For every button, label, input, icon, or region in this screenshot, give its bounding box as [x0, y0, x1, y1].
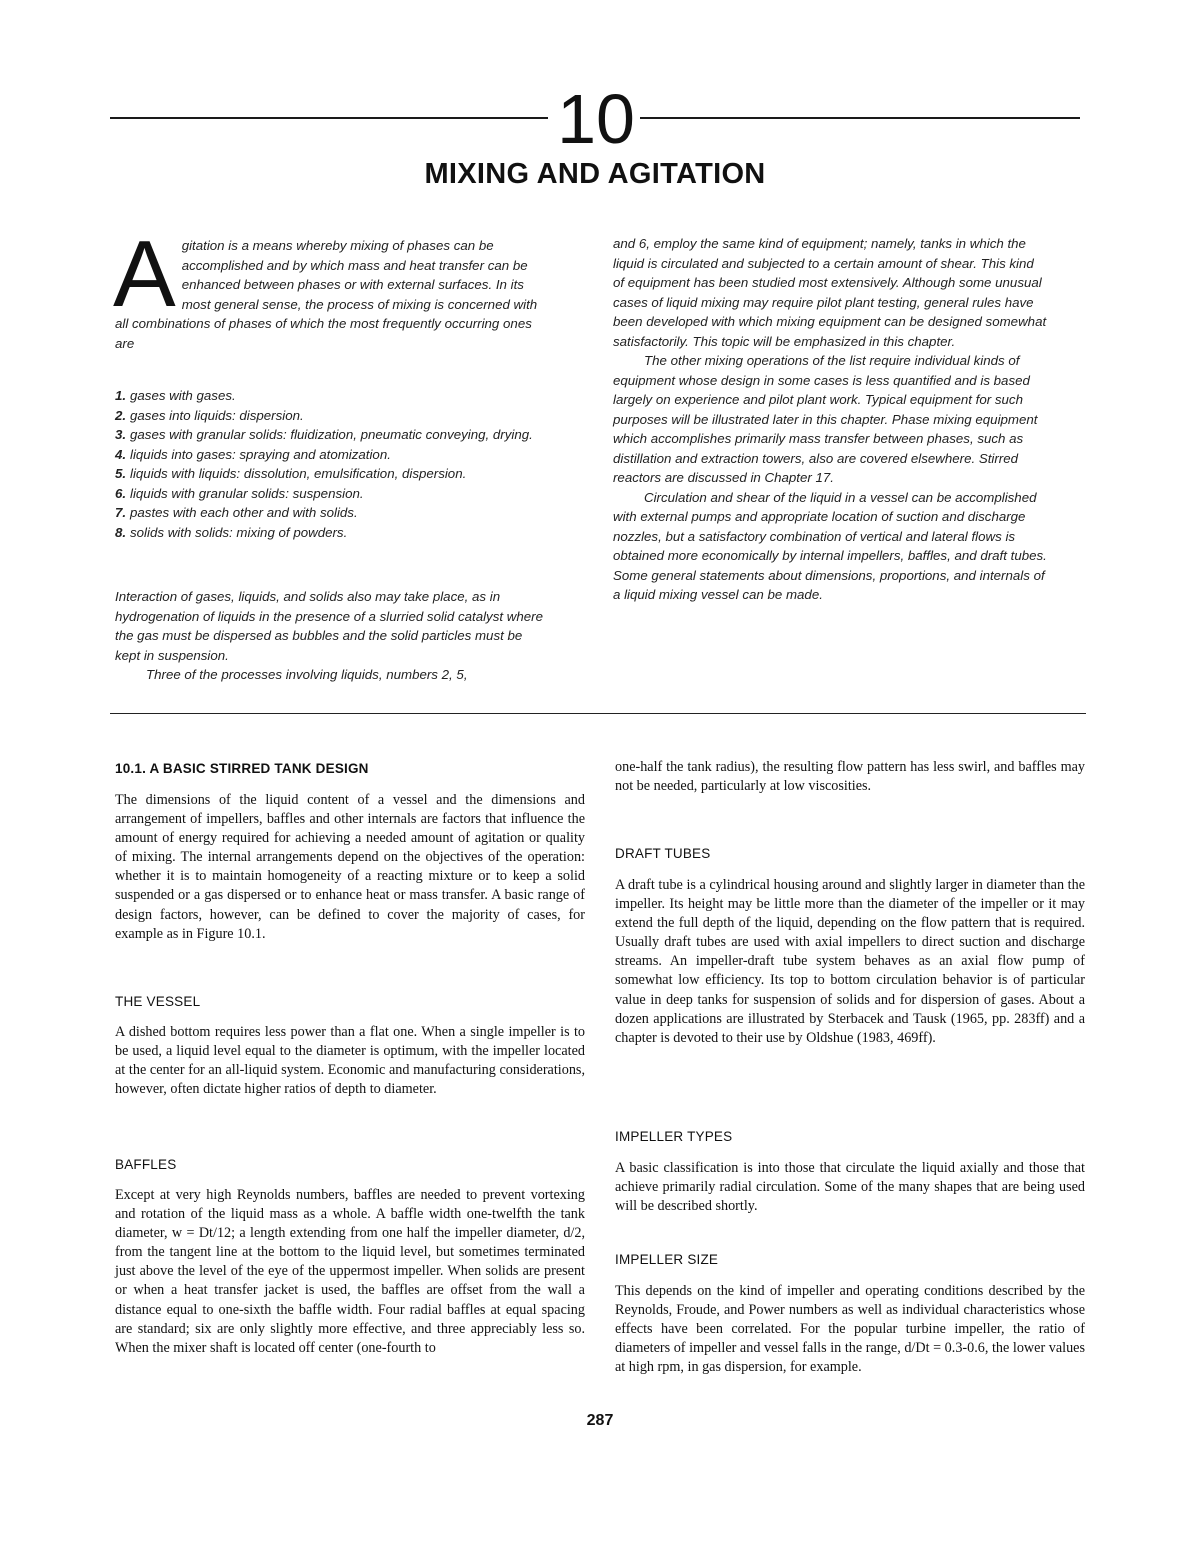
page-number: 287	[586, 1412, 614, 1429]
list-item-number: 1.	[115, 388, 127, 403]
intro-paragraph-3: Three of the processes involving liquids, numbers 2, 5,	[146, 667, 468, 682]
draft-tubes-text	[615, 876, 1085, 1048]
phase-combination-list	[115, 386, 555, 542]
intro-right-paragraph-1: and 6, employ the same kind of equipment; namely, tanks in which the liquid is circulated and subjected to a certain amount of shear. This kind of equipment has been studied most extensively. Although some unusual cases of liquid mixing may require pilot plant testing, general rules have been developed with which mixing equipment can be designed somewhat satisfactorily. This topic will be emphasized in this chapter.	[613, 236, 1047, 349]
chapter-title: MIXING AND AGITATION	[424, 158, 766, 190]
draft-tubes-heading: DRAFT TUBES	[615, 846, 711, 861]
list-item-text: pastes with each other and with solids.	[130, 505, 358, 520]
impeller-size-heading: IMPELLER SIZE	[615, 1252, 719, 1267]
list-item-text: liquids into gases: spraying and atomization.	[130, 446, 391, 462]
list-item-text: gases with gases.	[130, 388, 236, 403]
list-item-number: 5.	[115, 466, 127, 481]
impeller-types-paragraph: A basic classification is into those that circulate the liquid axially and those that achieve primarily radial circulation. Some of the many shapes that are being used will be described shortly.	[615, 1160, 1085, 1215]
list-item-number: 8.	[115, 524, 127, 540]
header-rule-right	[640, 117, 1080, 119]
header-rule-left	[110, 117, 548, 119]
baffles-heading: BAFFLES	[115, 1157, 177, 1172]
list-item	[115, 523, 555, 543]
chapter-number: 10	[557, 80, 635, 158]
list-item-text: solids with solids: mixing of powders.	[130, 524, 348, 540]
section-heading: 10.1. A BASIC STIRRED TANK DESIGN	[115, 761, 369, 776]
baffles-paragraph: Except at very high Reynolds numbers, baffles are needed to prevent vortexing and rotation of the liquid mass as a whole. A baffle width one-twelfth the tank diameter, w = Dt/12; a length extending from one half the impeller diameter, d/2, from the tangent line at the bottom to the liquid level, but sometimes terminated just above the level of the eye of the uppermost impeller. When solids are present or when a heat transfer jacket is used, the baffles are offset from the wall a distance equal to one-sixth the baffle width. Four radial baffles at equal spacing are standard; six are only slightly more effective, and three appreciably less so. When the mixer shaft is located off center (one-fourth to	[115, 1187, 585, 1356]
intro-right-paragraph-2: The other mixing operations of the list require individual kinds of equipment whose design in some cases is less quantified and is based largely on experience and pilot plant work. Typical equipment for such purposes will be illustrated later in this chapter. Phase mixing equipment which accomplishes primarily mass transfer between phases, such as distillation and extraction towers, also are covered elsewhere. Stirred reactors are discussed in Chapter 17.	[613, 353, 1038, 485]
section-intro-text	[115, 791, 585, 944]
intro-left-bottom	[115, 587, 547, 685]
list-item	[115, 445, 555, 465]
vessel-heading: THE VESSEL	[115, 994, 201, 1009]
impeller-types-text	[615, 1159, 1085, 1216]
baffles-text	[115, 1186, 585, 1358]
intro-paragraph-1: gitation is a means whereby mixing of phases can be accomplished and by which mass and heat transfer can be enhanced between phases or with external surfaces. In its most general sense, the process of mixing is concerned with all combinations of phases of which the most frequently occurring ones are	[115, 238, 538, 351]
intro-right-paragraph-3: Circulation and shear of the liquid in a vessel can be accomplished with external pumps and appropriate location of suction and discharge nozzles, but a satisfactory combination of vertical and lateral flows is obtained more economically by internal impellers, baffles, and draft tubes. Some general statements about dimensions, proportions, and internals of a liquid mixing vessel can be made.	[613, 489, 1047, 602]
list-item	[115, 425, 555, 445]
impeller-types-heading: IMPELLER TYPES	[615, 1129, 733, 1144]
list-item-text: liquids with granular solids: suspension.	[130, 485, 364, 501]
drop-cap: A	[113, 221, 176, 326]
vessel-paragraph: A dished bottom requires less power than a flat one. When a single impeller is to be used, a liquid level equal to the diameter is optimum, with the impeller located at the center for an all-liquid system. Economic and manufacturing considerations, however, often dictate higher ratios of depth to diameter.	[115, 1024, 585, 1098]
baffles-continued	[615, 758, 1085, 796]
list-item-number: 7.	[115, 505, 127, 520]
intro-right-column	[613, 234, 1048, 605]
list-item	[115, 503, 555, 523]
section-divider	[110, 713, 1086, 714]
list-item-number: 3.	[115, 427, 127, 442]
intro-left-column	[113, 221, 547, 353]
list-item-text: liquids with liquids: dissolution, emulsification, dispersion.	[130, 466, 467, 481]
list-item-text: gases with granular solids: fluidization, pneumatic conveying, drying.	[130, 427, 533, 442]
intro-paragraph-2: Interaction of gases, liquids, and solids also may take place, as in hydrogenation of liquids in the presence of a slurried solid catalyst where the gas must be dispersed as bubbles and the solid particles must be kept in suspension.	[115, 589, 543, 663]
list-item-number: 4.	[115, 446, 127, 462]
list-item	[115, 406, 555, 426]
list-item	[115, 386, 555, 406]
section-intro-paragraph: The dimensions of the liquid content of a vessel and the dimensions and arrangement of impellers, baffles and other internals are factors that influence the amount of energy required for achieving a needed amount of agitation or quality of mixing. The internal arrangements depend on the objectives of the operation: whether it is to maintain homogeneity of a reacting mixture or to keep a solid suspended or a gas dispersed or to enhance heat or mass transfer. A basic range of design factors, however, can be defined to cover the majority of cases, for example as in Figure 10.1.	[115, 792, 585, 942]
list-item-text: gases into liquids: dispersion.	[130, 407, 304, 423]
vessel-text	[115, 1023, 585, 1099]
list-item-number: 6.	[115, 485, 127, 501]
list-item	[115, 484, 555, 504]
impeller-size-paragraph: This depends on the kind of impeller and operating conditions described by the Reynolds, Froude, and Power numbers as well as individual characteristics whose effects have been correlated. For the popular turbine impeller, the ratio of diameters of impeller and vessel falls in the range, d/Dt = 0.3-0.6, the lower values at high rpm, in gas dispersion, for example.	[615, 1283, 1085, 1376]
draft-tubes-paragraph: A draft tube is a cylindrical housing around and slightly larger in diameter than the impeller. Its height may be little more than the diameter of the impeller or it may extend the full depth of the liquid, depending on the flow pattern that is required. Usually draft tubes are used with axial impellers to direct suction and discharge streams. An impeller-draft tube system behaves as an axial flow pump of somewhat low efficiency. Its top to bottom circulation behavior is of particular value in deep tanks for suspension of solids and for dispersion of gases. About a dozen applications are illustrated by Sterbacek and Tausk (1965, pp. 283ff) and a chapter is devoted to their use by Oldshue (1983, 469ff).	[615, 877, 1085, 1046]
baffles-continued-paragraph: one-half the tank radius), the resulting flow pattern has less swirl, and baffles may not be needed, particularly at low viscosities.	[615, 759, 1085, 795]
impeller-size-text	[615, 1282, 1085, 1377]
list-item	[115, 464, 555, 484]
list-item-number: 2.	[115, 407, 127, 423]
